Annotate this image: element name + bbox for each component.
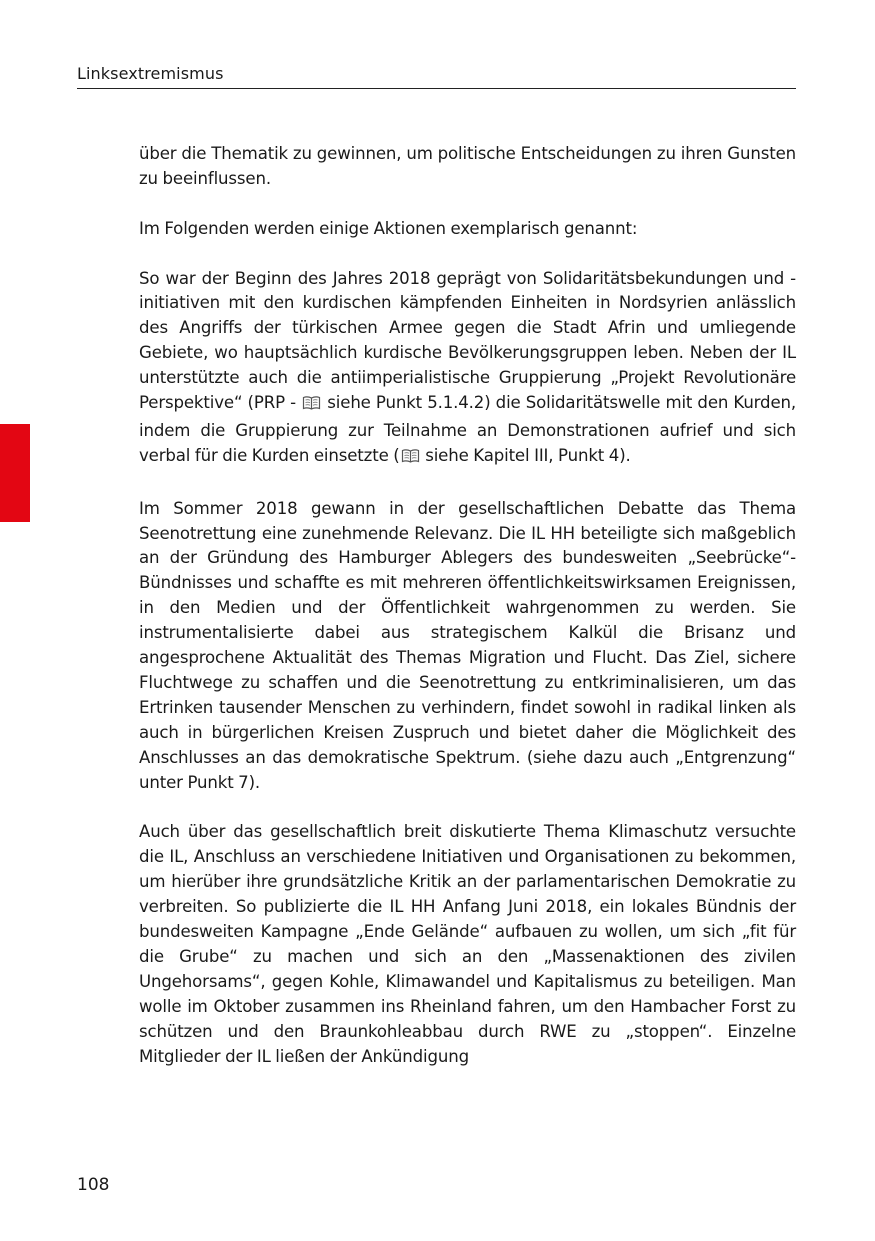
paragraph-4: Im Sommer 2018 gewann in der gesellschaftlichen Debatte das Thema Seenotrettung eine zunehmende Relevanz. Die IL HH beteiligte sich maßgeblich an der Gründung des Hamburger Ablegers des bundesweiten „Seebrücke“-Bündnisses und schaffte es mit mehreren öffentlichkeitswirksamen Ereignissen, in den Medien und der Öffentlichkeit wahrgenommen zu werden. Sie instrumentalisierte dabei aus strategischem Kalkül die Brisanz und angesprochene Aktualität des Themas Migration und Flucht. Das Ziel, sichere Fluchtwege zu schaffen und die Seenotrettung zu entkriminalisieren, um das Ertrinken tausender Menschen zu verhindern, findet sowohl in radikal linken als auch in bürgerlichen Kreisen Zuspruch und bietet daher die Möglichkeit des Anschlusses an das demokratische Spektrum. (siehe dazu auch „Entgrenzung“ unter Punkt 7). bbox=[139, 498, 796, 792]
book-icon bbox=[302, 394, 321, 419]
book-icon bbox=[401, 447, 420, 472]
body-text bbox=[139, 142, 796, 1094]
paragraph-1: über die Thematik zu gewinnen, um politische Entscheidungen zu ihren Gunsten zu beeinflussen. bbox=[139, 144, 796, 188]
paragraph-3 bbox=[139, 267, 796, 472]
paragraph-3-part-2: siehe Punkt 5.1.4.2) die Solidaritätswelle mit den Kurden, indem die Gruppierung zur Teilnahme an Demonstrationen aufrief und sich verbal für die Kurden einsetzte ( bbox=[139, 393, 796, 465]
page-number: 108 bbox=[77, 1175, 110, 1195]
paragraph-5: Auch über das gesellschaftlich breit diskutierte Thema Klimaschutz versuchte die IL, Anschluss an verschiedene Initiativen und Organisationen zu bekommen, um hierüber ihre grundsätzliche Kritik an der parlamentarischen Demokratie zu verbreiten. So publizierte die IL HH Anfang Juni 2018, ein lokales Bündnis der bundesweiten Kampagne „Ende Gelände“ aufbauen zu wollen, um sich „fit für die Grube“ zu machen und sich an den „Massenaktionen des zivilen Ungehorsams“, gegen Kohle, Klimawandel und Kapitalismus zu beteiligen. Man wolle im Oktober zusammen ins Rheinland fahren, um den Hambacher Forst zu schützen und den Braunkohleabbau durch RWE zu „stoppen“. Einzelne Mitglieder der IL ließen der Ankündigung bbox=[139, 822, 796, 1066]
paragraph-3-part-3: siehe Kapitel III, Punkt 4). bbox=[420, 445, 631, 465]
paragraph-2: Im Folgenden werden einige Aktionen exemplarisch genannt: bbox=[139, 218, 638, 238]
running-title: Linksextremismus bbox=[77, 64, 224, 83]
paragraph-3-part-1: So war der Beginn des Jahres 2018 geprägt von Solidaritätsbekundungen und -initiativen mit den kurdischen kämpfenden Einheiten in Nordsyrien anlässlich des Angriffs der türkischen Armee gegen die Stadt Afrin und umliegende Gebiete, wo hauptsächlich kurdische Bevölkerungsgruppen leben. Neben der IL unterstützte auch die antiimperialistische Gruppierung „Projekt Revolutionäre Perspektive“ (PRP - bbox=[139, 268, 796, 413]
header-rule bbox=[77, 88, 796, 89]
chapter-marker-tab bbox=[0, 424, 30, 522]
